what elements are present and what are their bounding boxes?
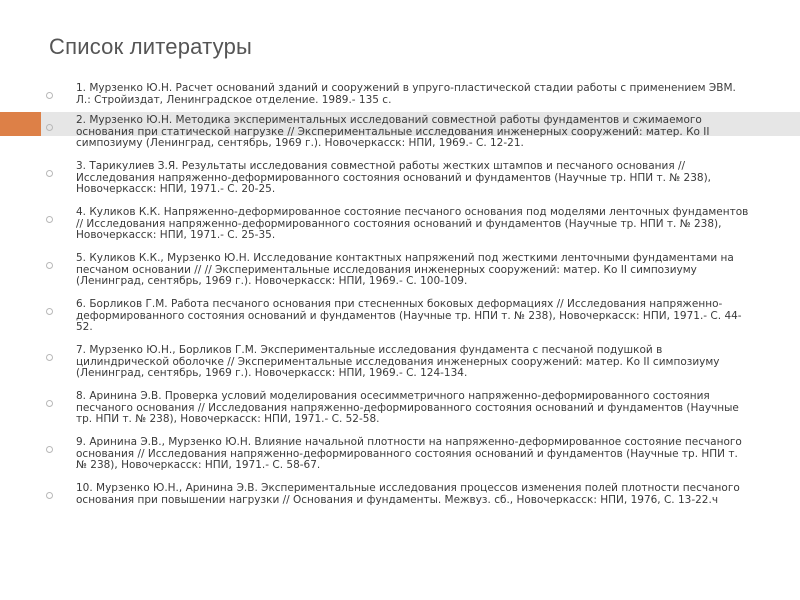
bullet-icon (46, 124, 53, 131)
reference-text: 6. Борликов Г.М. Работа песчаного основания при стесненных боковых деформациях // Исследования напряженно-деформированного состояния оснований и фундаментов (Научные тр. НПИ т. № 238), Новочеркасск: НПИ, 1971.- С. 44-52. (76, 298, 742, 334)
bullet-icon (46, 216, 53, 223)
page-title: Список литературы (49, 34, 253, 59)
bullet-icon (46, 262, 53, 269)
reference-text: 5. Куликов К.К., Мурзенко Ю.Н. Исследование контактных напряжений под жесткими ленточными фундаментами на песчаном основании // // Экспериментальные исследования инженерных сооружений: матер. Ко II симпозиуму (Ленинград, сентябрь, 1969 г.). Новочеркасск: НПИ, 1969.- С. 100-109. (76, 252, 734, 288)
bullet-icon (46, 354, 53, 361)
bullet-icon (46, 446, 53, 453)
accent-bar-orange (0, 112, 41, 136)
reference-text: 3. Тарикулиев З.Я. Результаты исследования совместной работы жестких штампов и песчаного основания // Исследования напряженно-деформированного состояния оснований и фундаментов (Научные тр. НПИ т. № 238), Новочеркасск: НПИ, 1971.- С. 20-25. (76, 160, 712, 196)
reference-text: 7. Мурзенко Ю.Н., Борликов Г.М. Экспериментальные исследования фундамента с песчаной подушкой в цилиндрической оболочке // Экспериментальные исследования инженерных сооружений: матер. Ко II симпозиуму (Ленинград, сентябрь, 1969 г.). Новочеркасск: НПИ, 1969.- С. 124-134. (76, 344, 720, 380)
reference-text: 8. Аринина Э.В. Проверка условий моделирования осесимметричного напряженно-деформированного состояния песчаного основания // Исследования напряженно-деформированного состояния оснований и фундаментов (Научные тр. НПИ т. № 238), Новочеркасск: НПИ, 1971.- С. 52-58. (76, 390, 739, 426)
reference-text: 2. Мурзенко Ю.Н. Методика экспериментальных исследований совместной работы фундаментов и сжимаемого основания при статической нагрузке // Экспериментальные исследования инженерных сооружений: матер. Ко II симпозиуму (Ленинград, сентябрь, 1969 г.). Новочеркасск: НПИ, 1969.- С. 12-21. (76, 114, 710, 150)
bullet-icon (46, 400, 53, 407)
reference-text: 1. Мурзенко Ю.Н. Расчет оснований зданий и сооружений в упруго-пластической стадии работы с применением ЭВМ. Л.: Стройиздат, Ленинградское отделение. 1989.- 135 с. (76, 82, 736, 106)
bullet-icon (46, 170, 53, 177)
reference-text: 4. Куликов К.К. Напряженно-деформированное состояние песчаного основания под моделями ленточных фундаментов // Исследования напряженно-деформированного состояния оснований и фундаментов (Научные тр. НПИ т. № 238), Новочеркасск: НПИ, 1971.- С. 25-35. (76, 206, 749, 242)
reference-text: 10. Мурзенко Ю.Н., Аринина Э.В. Экспериментальные исследования процессов изменения полей плотности песчаного основания при повышении нагрузки // Основания и фундаменты. Межвуз. сб., Новочеркасск: НПИ, 1976, С. 13-22.ч (76, 482, 740, 506)
bullet-icon (46, 308, 53, 315)
bullet-icon (46, 492, 53, 499)
reference-text: 9. Аринина Э.В., Мурзенко Ю.Н. Влияние начальной плотности на напряженно-деформированное состояние песчаного основания // Исследования напряженно-деформированного состояния оснований и фундаментов (Научные тр. НПИ т. № 238), Новочеркасск: НПИ, 1971.- С. 58-67. (76, 436, 742, 472)
bullet-icon (46, 92, 53, 99)
